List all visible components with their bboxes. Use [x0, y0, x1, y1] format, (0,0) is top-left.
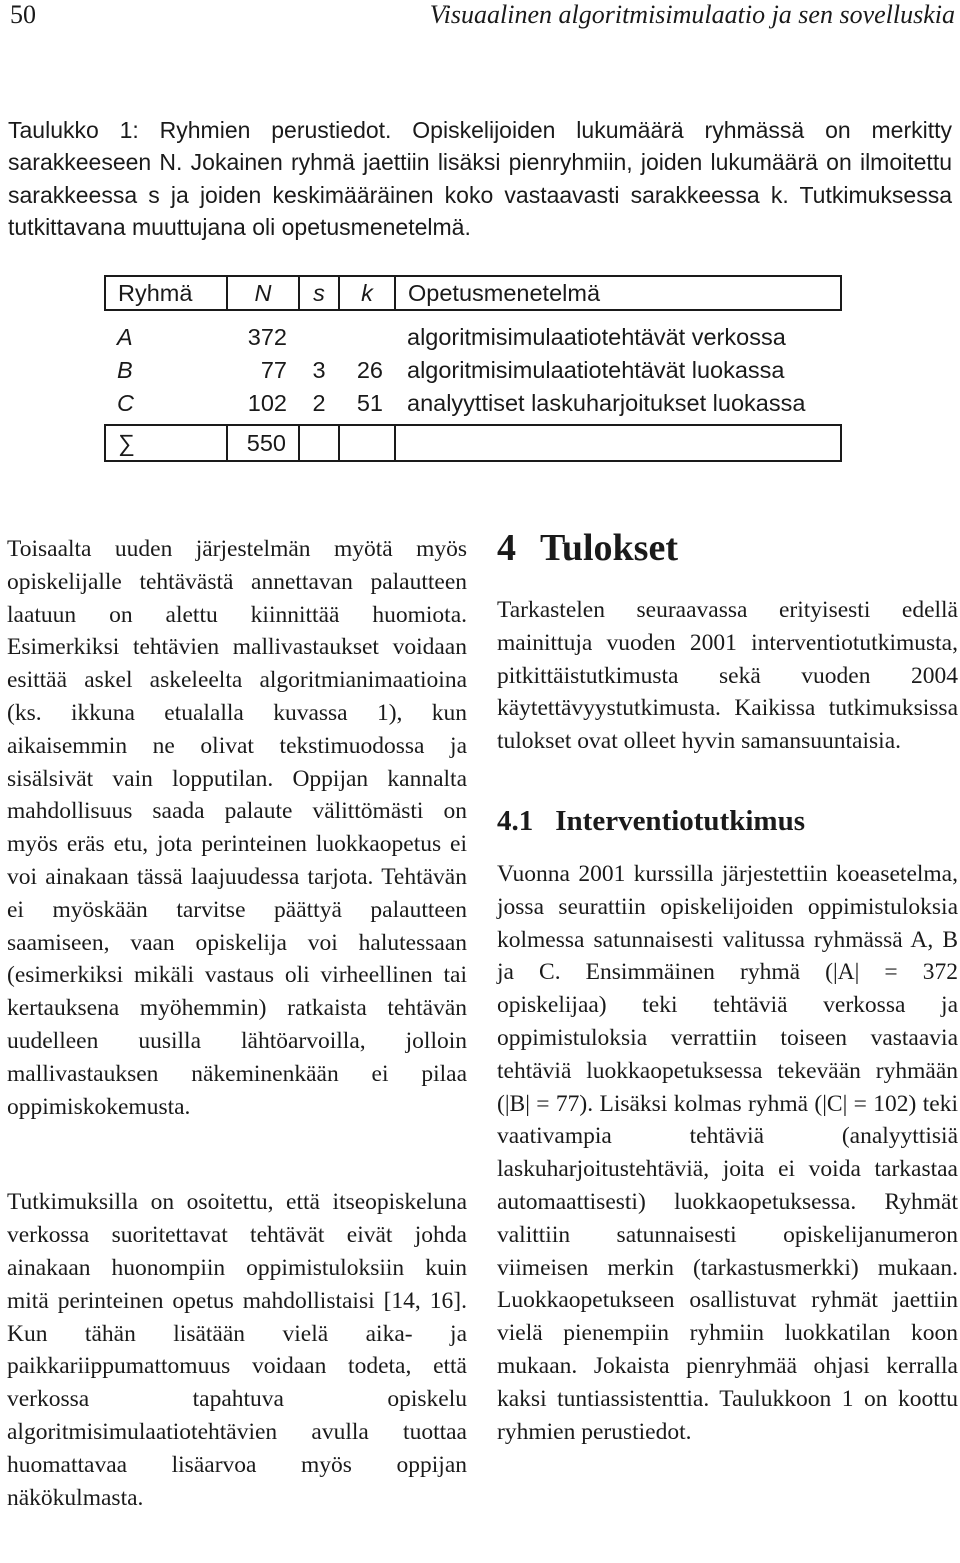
running-header	[10, 0, 955, 34]
sum-k-empty	[339, 425, 395, 461]
body-paragraph: Tarkastelen seuraavassa erityisesti edellä mainittuja vuoden 2001 interventiotutkimusta, pitkittäistutkimusta sekä vuoden 2004 käytettävyystutkimusta. Kaikissa tutkimuksissa tulokset ovat olleet hyvin samansuuntaisia.	[497, 597, 958, 755]
header-s: s	[299, 276, 339, 310]
header-k: k	[339, 276, 395, 310]
table-sum-row	[105, 425, 841, 461]
subsection-heading	[497, 802, 958, 840]
body-paragraph: Tutkimuksilla on osoitettu, että itseopiskeluna verkossa suoritettavat tehtävät eivät johda ainakaan huonompiin oppimistuloksiin kuin mitä perinteinen opetus mahdollistaisi [14, 16]. Kun tähän lisätään vielä aika- ja paikkariippumattomuus voidaan todeta, että verkossa tapahtuva opiskelu algoritmisimulaatiotehtävien avulla tuottaa huomattavaa lisäarvoa myös oppijan näkökulmasta.	[7, 1189, 467, 1511]
cell-n: 77	[260, 357, 287, 383]
cell-n: 372	[247, 324, 287, 350]
header-n: N	[227, 276, 299, 310]
cell-group: A	[117, 324, 133, 350]
body-paragraph: Toisaalta uuden järjestelmän myötä myös opiskelijalle tehtävästä annettavan palautteen laatuun on alettu kiinnittää huomiota. Esimerkiksi tehtävien mallivastaukset voidaan esittää askel askeleelta algoritmianimaatioina (ks. ikkuna etualalla kuvassa 1), kun aikaisemmin ne olivat tekstimuodossa ja sisälsivät vain lopputilan. Oppijan kannalta mahdollisuus saada palaute välittömästi on myös eräs etu, jota perinteinen luokkaopetus ei voi ainakaan tässä laajuudessa tarjota. Tehtävän ei myöskään tarvitse päättyä palautteen saamiseen, vaan opiskelija voi halutessaan (esimerkiksi mikäli vastaus oli virheellinen tai kertauksena myöhemmin) ratkaista tehtävän uudelleen uusilla lähtöarvoilla, jolloin mallivastauksen näkeminenkään ei pilaa oppimiskokemusta.	[7, 536, 467, 1120]
left-column	[7, 533, 467, 1514]
cell-s	[299, 321, 339, 354]
table-row	[105, 321, 841, 354]
right-column	[497, 522, 958, 1448]
cell-n: 102	[247, 390, 287, 416]
header-group: Ryhmä	[105, 276, 227, 310]
section-title: Tulokset	[540, 527, 678, 569]
table-row	[105, 354, 841, 387]
cell-s: 3	[312, 357, 326, 383]
cell-method: algoritmisimulaatiotehtävät luokassa	[407, 357, 785, 383]
section-number: 4	[497, 527, 516, 569]
sum-method-empty	[395, 425, 841, 461]
cell-method: algoritmisimulaatiotehtävät verkossa	[407, 324, 786, 350]
table-caption: Taulukko 1: Ryhmien perustiedot. Opiskelijoiden lukumäärä ryhmässä on merkitty sarakkeeseen N. Jokainen ryhmä jaettiin lisäksi pienryhmiin, joiden lukumäärä on ilmoitettu sarakkeessa s ja joiden keskimääräinen koko vastaavasti sarakkeessa k. Tutkimuksessa tutkittavana muuttujana oli opetusmenetelmä.	[8, 117, 952, 240]
section-heading	[497, 522, 958, 574]
sum-symbol: ∑	[105, 425, 227, 461]
cell-k: 51	[356, 390, 383, 416]
body-paragraph: Vuonna 2001 kurssilla järjestettiin koeasetelma, jossa seurattiin opiskelijoiden oppimistuloksia kolmessa satunnaisesti valitussa ryhmässä A, B ja C. Ensimmäinen ryhmä (|A| = 372 opiskelijaa) teki tehtäviä verkossa ja oppimistuloksia verrattiin toiseen vastaavia tehtäviä luokkaopetuksessa tekevään ryhmään (|B| = 77). Lisäksi kolmas ryhmä (|C| = 102) teki vaativampia tehtäviä (analyyttisiä laskuharjoitustehtäviä, joita ei voida tarkastaa automaattisesti) luokkaopetuksessa. Ryhmät valittiin satunnaisesti opiskelijanumeron viimeisen merkin (tarkastusmerkki) mukaan. Luokkaopetukseen osallistuvat ryhmät jaettiin vielä pienempiin ryhmiin luokkatilan koon mukaan. Jokaista pienryhmää ohjasi kerralla kaksi tuntiassistenttia. Taulukkoon 1 on koottu ryhmien perustiedot.	[497, 860, 958, 1445]
cell-group: B	[117, 357, 133, 383]
subsection-number: 4.1	[497, 804, 534, 837]
page-number: 50	[10, 0, 36, 29]
cell-method: analyyttiset laskuharjoitukset luokassa	[407, 390, 806, 416]
cell-group: C	[117, 390, 134, 416]
header-method: Opetusmenetelmä	[395, 276, 841, 310]
table-header-row	[105, 276, 841, 310]
groups-table	[104, 275, 842, 462]
cell-k	[339, 321, 395, 354]
subsection-title: Interventiotutkimus	[555, 804, 805, 837]
cell-k: 26	[356, 357, 383, 383]
sum-n: 550	[227, 425, 299, 461]
table-row	[105, 387, 841, 420]
running-title: Visuaalinen algoritmisimulaatio ja sen sovelluskia	[429, 0, 955, 29]
sum-s-empty	[299, 425, 339, 461]
cell-s: 2	[312, 390, 326, 416]
